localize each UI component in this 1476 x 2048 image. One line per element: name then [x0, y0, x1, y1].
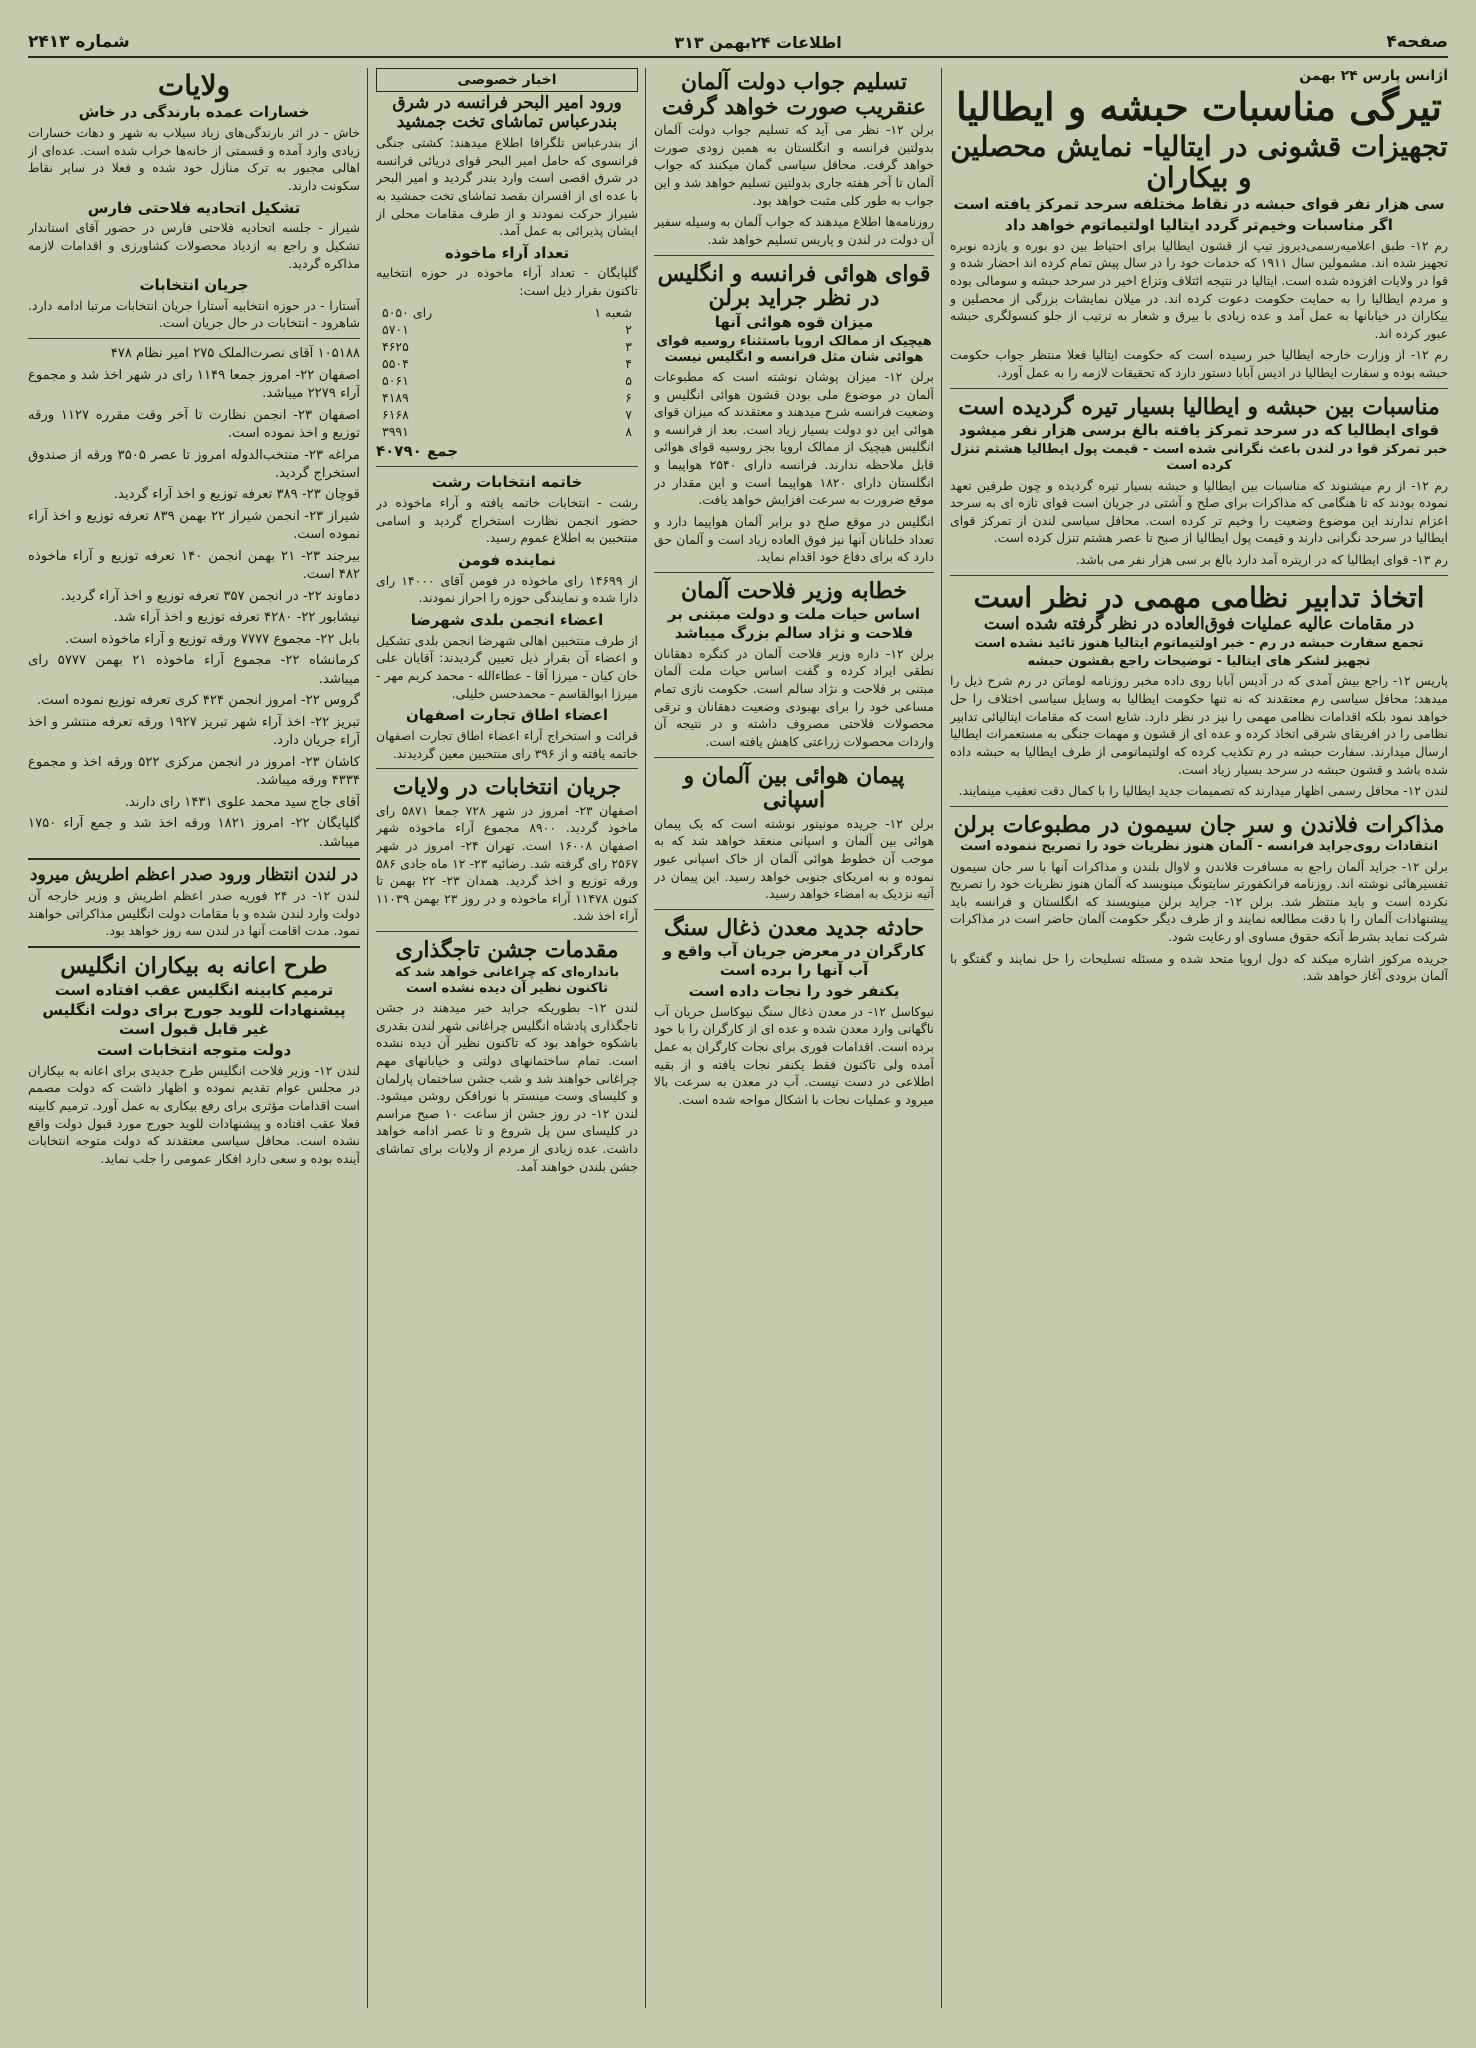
divider	[654, 572, 934, 573]
divider	[28, 858, 360, 860]
headline-flandin-simon: مذاکرات فلاندن و سر جان سیمون در مطبوعات برلن	[953, 811, 1445, 838]
subhead-elections: جریان انتخابات	[139, 276, 249, 295]
section-label: اخبار خصوصی	[376, 68, 638, 92]
vote-branch: ۵	[625, 372, 632, 388]
list-item: دماوند ۲۲- در انجمن ۳۵۷ تعرفه توزیع و اخذ آراء گردید.	[60, 588, 360, 604]
subhead-30000: قوای ایطالیا که در سرحد تمرکز یافته بالغ برسی هزار نفر میشود	[958, 421, 1440, 440]
headline-austria-chancellor: در لندن انتظار ورود صدر اعظم اطریش میرود	[29, 865, 359, 886]
vote-count: ۴۶۲۵	[382, 338, 409, 354]
vote-branch: ۲	[625, 321, 632, 337]
deck-troops: سی هزار نفر قوای حبشه در نقاط مختلفه سرحد تمرکز یافته است	[953, 195, 1445, 214]
list-item: اصفهان ۲۳- انجمن نظارت تا آخر وقت مقرره ۱۱۲۷ ورقه توزیع و اخذ نموده است.	[28, 407, 360, 442]
vote-branch: ۸	[625, 423, 632, 439]
subhead-illumination: بانداره‌ای که چراغانی خواهد شد که تاکنون نظیر آن دیده نشده است	[394, 964, 620, 996]
article-body: از ۱۴۶۹۹ رای ماخوذه در فومن آقای ۱۴۰۰۰ رای دارا شده و نمایندگی حوزه را احراز نمودند.	[376, 572, 638, 606]
divider	[950, 575, 1448, 576]
vote-count: ۳۹۹۱	[382, 423, 409, 439]
article-body: رشت - انتخابات خاتمه یافته و آراء ماخوذه در حضور انجمن نظارت استخراج گردید و اسامی منتخبین به اطلاع عموم رسید.	[376, 495, 638, 546]
article-body: لندن ۱۲- بطوریکه جراید خبر میدهند در جشن تاجگذاری پادشاه انگلیس چراغانی شهر لندن بقدری باشکوه خواهد بود که تاکنون نظیر آن دیده نشده است. تمام ساختمانهای دولتی و خیابانهای مهم چراغانی خواهند شد و شب جشن ساختمان پارلمان و کلیسای وست مینستر با نورافکن روشن میشود. لندن ۱۲- در روز جشن از ساعت ۱۰ صبح مراسم در کلیسای سن پل شروع و تا عصر ادامه خواهد داشت. عده زیادی از مردم از ولایات برای تماشای جشن بلندن خواهند آمد.	[376, 1000, 638, 1174]
subhead-fuman: نماینده فومن	[458, 551, 556, 570]
subhead-vote-count: تعداد آراء ماخوذه	[444, 243, 570, 262]
headline-coronation: مقدمات جشن تاجگذاری	[395, 937, 619, 964]
headline-mine-accident: حادثه جدید معدن ذغال سنگ	[663, 914, 925, 941]
subhead-rasht: خاتمه انتخابات رشت	[431, 473, 583, 492]
headline-ethiopia-italy: تیرگی مناسبات حبشه و ایطالیا	[956, 84, 1442, 129]
subhead-isfahan-chamber: اعضاء اطاق تجارت اصفهان	[405, 706, 608, 725]
subhead-agriculture: اساس حیات ملت و دولت مبتنی بر فلاحت و نژاد سالم بزرگ میباشد	[667, 605, 921, 643]
deck-embassy: تجمع سفارت حبشه در رم - خبر اولتیماتوم ایتالیا هنوز تائید نشده است	[974, 635, 1424, 651]
article-body: شیراز - جلسه اتحادیه فلاحتی فارس در حضور آقای استاندار تشکیل و راجع به ازدیاد محصولات کشاورزی و اقدامات لازمه مذاکره گردید.	[28, 220, 360, 271]
headline-agriculture-minister: خطابه وزیر فلاحت آلمان	[681, 577, 907, 604]
column-rule	[645, 68, 646, 2008]
newspaper-page	[28, 28, 1448, 2018]
column-provinces	[28, 68, 360, 2008]
vote-row	[376, 389, 638, 406]
headline-air-pact-spain: پیمان هوائی بین آلمان و اسپانی	[683, 762, 905, 814]
article-body: لندن ۱۲- محافل رسمی اظهار میدارند که تصمیمات جدید ایطالیا را با کمال دقت تعقیب مینمایند.	[958, 783, 1448, 799]
column-rule	[367, 68, 368, 2008]
headline-military-measures: اتخاذ تدابیر نظامی مهمی در نظر است	[973, 580, 1425, 614]
vote-row	[376, 321, 638, 338]
issue-number: شماره ۲۴۱۳	[28, 32, 130, 52]
vote-branch: ۷	[625, 406, 632, 422]
vote-count: ۴۱۸۹	[382, 389, 409, 405]
column-rule	[941, 68, 942, 2008]
subhead-lloyd-george: پیشنهادات للوید جورج برای دولت انگلیس غیر قابل قبول است	[42, 1001, 346, 1039]
vote-row	[376, 304, 638, 321]
column-private-news	[376, 68, 638, 2008]
headline-german-reply: تسلیم جواب دولت آلمان عنقریب صورت خواهد گرفت	[661, 69, 927, 120]
list-item: آقای جاج سید محمد علوی ۱۴۳۱ رای دارند.	[124, 794, 360, 810]
deck-one-saved: یکنفر خود را نجات داده است	[688, 981, 900, 1000]
subhead-workers-flood: کارگران در معرض جریان آب واقع و آب آنها را برده است	[662, 942, 926, 980]
subhead-extraordinary: در مقامات عالیه عملیات فوق‌العاده در نظر گرفته شده است	[983, 613, 1415, 634]
list-item: بابل ۲۲- مجموع ۷۷۷۷ ورقه توزیع و آراء ماخوذه است.	[65, 631, 360, 647]
subhead-french-press: انتقادات روی‌جراید فرانسه - آلمان هنوز نظریات خود را تصریح ننموده است	[959, 839, 1439, 855]
list-item: کاشان ۲۳- امروز در انجمن مرکزی ۵۲۲ ورقه اخذ و مجموع ۴۳۳۴ ورقه میباشد.	[28, 754, 360, 789]
article-body: برلن ۱۲- نظر می آید که تسلیم جواب دولت آلمان بدولتین فرانسه و انگلستان به همین زودی صورت خواهد گرفت. محافل سیاسی گمان میکنند که جواب آلمان تا آخر هفته جاری بدولتین تسلیم خواهد شد و این جواب به طور کلی مثبت خواهد بود.	[654, 122, 934, 208]
subhead-elections-uk: دولت متوجه انتخابات است	[96, 1040, 292, 1059]
vote-count: ۵۰۶۱	[382, 372, 409, 388]
article-body: جریده مرکوز اشاره میکند که دول اروپا متحد شده و مسئله تسلیحات را حل نمایند و گفتگو با آلمان بزودی آغاز خواهد شد.	[950, 950, 1448, 984]
article-body: خاش - در اثر بارندگی‌های زیاد سیلاب به شهر و دهات خسارات زیادی وارد آمده و قسمتی از خانه‌ها خراب شده است. عده‌ای از اهالی مجبور به ترک منازل خود شده و فعلا در سایر نقاط سکونت دارند.	[28, 125, 360, 193]
article-body: از طرف منتخبین اهالی شهرضا انجمن بلدی تشکیل و اعضاء آن بقرار ذیل تعیین گردیدند: آقایان علی خان کیان - میرزا آقا - عطاءالله - محمد کریم مهر - میرزا ابوالقاسم - محمدحسن خلیلی.	[376, 632, 638, 701]
vote-count: ۶۱۶۸	[382, 406, 409, 422]
divider	[376, 931, 638, 932]
divider	[654, 757, 934, 758]
vote-row	[376, 423, 638, 440]
headline-french-admiral: ورود امیر البحر فرانسه در شرق بندرعباس تماشای تخت جمشید	[392, 93, 622, 133]
article-body: پاریس ۱۲- راجع بیش آمدی که در آدیس آبابا روی داده مخبر روزنامه لوماتن در رم شرح ذیل را میدهد: محافل سیاسی رم معتقدند که نه تنها حکومت ایطالیا به وسایل سیاسی اختلاف را حل خواهد نمود بلکه اقدامات نظامی مهمی را نیز در نظر دارد. شایع است که مقامات ایتالیائی تدابیر نظامی را در افریقای شرقی اتخاذ کرده و عده ای از قشون و مهمات جنگی به مستعمرات ایطالیا ارسال میدارند. سفارت حبشه در رم تکذیب کرده که اولتیماتومی از طرف ایطالیا به حبشه داده شده باشد و قشون حبشه در سرحد بسیار زیاد است.	[950, 673, 1448, 777]
divider	[950, 806, 1448, 807]
article-body: رم ۱۲- طبق اعلامیه‌رسمی‌دیروز تیپ از قشون ایطالیا برای احتیاط بین دو بوره و یازده نوبره تجهیز شده اند. مشمولین سال ۱۹۱۱ که خدمات خود را در سال پیش تمام کرده اند احضار شده و قوا در ولایات افزوده شده است. ایتالیا در نتیجه ائتلاف وتزاع اخیر در سرحد حبشه و سومالی بوده و مردم ایطالیا را به حمایت حکومت دعوت کرده اند. در میلان نمایشات بزرگی از محصلین و بیکاران در خیابانها به عمل آمد و عده زیادی با بیرق و شعار به ترتیب از جلو کنسولگری حبشه عبور کرده اند.	[950, 237, 1448, 341]
list-item: مراغه ۲۳- منتخب‌الدوله امروز تا عصر ۳۵۰۵ ورقه از صندوق استخراج گردید.	[28, 447, 360, 481]
article-body: برلن ۱۲- جراید آلمان راجع به مسافرت فلاندن و لاوال بلندن و مذاکرات آنها با سر جان سیمون تفسیرهائی نوشته اند. روزنامه فرانکفورتر سایتونگ مینویسد که آلمان هنوز نظریات خود را تصریح نکرده است و باید منتظر شد. برلن ۱۲- جراید برلن مینویسند که انگلستان و فرانسه باید پیشنهادات آلمان را با دقت مطالعه نمایند و از طرف دیگر حکومت آلمان حاضر است در مذاکرات شرکت نماید بشرط آنکه حقوق مساوی او رعایت شود.	[950, 858, 1448, 945]
vote-branch: شعبه ۱	[594, 304, 632, 320]
list-item: نیشابور ۲۲- ۴۲۸۰ تعرفه توزیع و اخذ آراء شد.	[113, 610, 360, 626]
dateline-agency: آژانس پارس ۲۴ بهمن	[1299, 68, 1448, 84]
vote-branch: ۳	[625, 338, 632, 354]
article-body: قرائت و استخراج آراء اعضاء اطاق تجارت اصفهان خاتمه یافته و از ۳۹۶ رای منتخبین معین گردیدند.	[376, 727, 638, 761]
article-body: لندن ۱۲- وزیر فلاحت انگلیس طرح جدیدی برای اعانه به بیکاران در مجلس عوام تقدیم نموده و اظهار داشت که دولت مصمم است اقدامات مؤثری برای رفع بیکاری به عمل آورد. ترمیم کابینه فعلا عقب افتاده و پیشنهادات للوید جورج مورد قبول دولت واقع نشده است. محافل سیاسی معتقدند که دولت متوجه انتخابات آینده بوده و سعی دارد افکار عمومی را جلب نماید.	[28, 1062, 360, 1166]
masthead-bar	[28, 28, 1448, 58]
vote-table	[376, 304, 638, 440]
article-body: برلن ۱۲- میزان پوشان نوشته است که مطبوعات آلمان در موضوع ملی بودن قشون هوائی انگلیس و وضعیت فرانسه شرح میدهند و معتقدند که میزان قوای هوائی این دو دولت بسیار زیاد است. بعد از فرانسه و انگلیس هیچیک از ممالک اروپا بجز روسیه قوای هوائی قابل ملاحظه ندارند. فرانسه دارای ۲۵۴۰ هواپیما و انگلستان دارای ۱۸۲۰ هواپیما است و این مقدار در موقع ضرورت به سرعت افزایش خواهد یافت.	[654, 369, 934, 508]
headline-unemployment: طرح اعانه به بیکاران انگلیس	[60, 953, 328, 980]
headline-provincial-elections: جریان انتخابات در ولایات	[392, 774, 622, 801]
vote-row	[376, 406, 638, 423]
election-results-list	[28, 345, 360, 852]
subhead-shahreza: اعضاء انجمن بلدی شهرضا	[410, 610, 604, 629]
vote-branch: ۶	[625, 389, 632, 405]
list-item: تبریز ۲۲- اخذ آراء شهر تبریز ۱۹۲۷ ورقه تعرفه منتشر و اخذ آراء جریان دارد.	[28, 714, 360, 749]
article-body: رم ۱۳- قوای ایطالیا که در اریتره آمد دارد بالغ بر سی هزار نفر می باشد.	[1075, 551, 1448, 567]
subhead-military-preparations: تجهیزات قشونی در ایتالیا- نمایش محصلین و بیکاران	[950, 129, 1448, 194]
divider	[654, 909, 934, 910]
vote-row	[376, 355, 638, 372]
article-body: نیوکاسل ۱۲- در معدن ذغال سنگ نیوکاسل جریان آب ناگهانی وارد معدن شده و عده ای از کارگران را با خود برده است. اقدامات فوری برای نجات کارگران به عمل آمده ولی تاکنون فقط یکنفر نجات یافته و از بقیه اطلاعی در دست نیست. آب در معدن به سرعت بالا میرود و عملیات نجات با اشکال مواجه شده است.	[654, 1003, 934, 1107]
list-item: گروس ۲۲- امروز انجمن ۴۲۴ کری تعرفه توزیع نموده است.	[36, 693, 360, 709]
article-body: برلن ۱۲- جریده مونیتور نوشته است که یک پیمان هوائی بین آلمان و اسپانی منعقد خواهد شد که به موجب آن خطوط هوائی آلمان از خاک اسپانی عبور نموده و به امریکای جنوبی خواهد رسید. این پیمان در آتیه نزدیک به امضاء خواهد رسید.	[654, 815, 934, 902]
subhead-air-power: میزان قوه هوائی آنها	[714, 312, 874, 331]
paper-date: اطلاعات ۲۴بهمن ۳۱۳	[674, 32, 842, 52]
vote-row	[376, 338, 638, 355]
vote-count: ۵۰۵۰ رای	[382, 304, 433, 320]
vote-count: ۵۵۰۴	[382, 355, 409, 371]
article-body: انگلیس در موقع صلح دو برابر آلمان هواپیما دارد و تعداد خلبانان آنها نیز فوق العاده زیاد است و آلمان حق دارد که برای دفاع خود اقدام نماید.	[654, 513, 934, 565]
article-body: از بندرعباس تلگرافا اطلاع میدهند: کشتی جنگی فرانسوی که حامل امیر البحر قوای دریائی فرانسه در شرق اقصی است وارد بندر گردید و امیر البحر با عده ای از افسران بقصد تماشای تخت جمشید به شیراز حرکت نمودند و از طرف مقامات محلی از ایشان پذیرائی به عمل آمد.	[376, 135, 638, 239]
vote-count: ۵۷۰۱	[382, 321, 409, 337]
headline-provinces: ولایات	[157, 69, 231, 102]
column-germany	[654, 68, 934, 2008]
article-body: رم ۱۲- از وزارت خارجه ایطالیا خبر رسیده است که حکومت ایتالیا فعلا منتظر جواب حکومت حبشه بوده و سفارت ایطالیا در ادیس آبابا دستور دارد که تحقیقات لازمه را به عمل آورد.	[950, 347, 1448, 381]
article-body: رم ۱۲- از رم میشنوند که مناسبات بین ایطالیا و حبشه بسیار تیره گردیده و چون طرفین تعهد نموده بودند که تا هنگامی که مذاکرات برای صلح و آشتی در جریان است قوای تازه ای به سرحد اعزام ندارند این موضوع وضعیت را وخیم تر کرده است. محافل سیاسی لندن از تمرکز قوای ایطالیا در سرحد نگرانی دارند و قیمت پول ایطالیا از صبح تا عصر هشتم تنزل کرده است.	[950, 477, 1448, 546]
article-body: گلپایگان - تعداد آراء ماخوذه در حوزه انتخابیه تاکنون بقرار ذیل است:	[376, 265, 638, 299]
deck-troops-italy: تجهیز لشکر های ایتالیا - توضیحات راجع بقشون حبشه	[1027, 654, 1371, 670]
list-item: شیراز ۲۳- انجمن شیراز ۲۲ بهمن ۸۳۹ تعرفه توزیع و اخذ آراء نموده است.	[28, 508, 360, 543]
article-body: آستارا - در حوزه انتخابیه آستارا جریان انتخابات مرتبا ادامه دارد. شاهرود - انتخابات در حال جریان است.	[28, 297, 360, 331]
list-item: کرمانشاه ۲۲- مجموع آراء ماخوذه ۲۱ بهمن ۵۷۷۷ رای میباشد.	[28, 653, 360, 687]
article-body: برلن ۱۲- داره وزیر فلاحت آلمان در کنگره دهقانان نطقی ایراد کرده و گفت اساس حیات ملت آلمان مبتنی بر فلاحت و نژاد سالم است. حکومت نازی تمام مساعی خود را برای بهبودی وضعیت دهقانان و ترقی محصولات فلاحتی مصروف داشته و در نتیجه آن واردات محصولات زراعتی کاهش یافته است.	[654, 645, 934, 749]
vote-branch: ۴	[625, 355, 632, 371]
divider	[654, 255, 934, 256]
divider	[28, 946, 360, 948]
headline-relations-dark: مناسبات بین حبشه و ایطالیا بسیار تیره گردیده است	[958, 393, 1440, 420]
headline-air-forces: قوای هوائی فرانسه و انگلیس در نظر جراید برلن	[657, 260, 931, 312]
subhead-cabinet: ترمیم کابینه انگلیس عقب افتاده است	[54, 980, 334, 999]
column-main-news	[950, 68, 1448, 2008]
divider	[376, 768, 638, 769]
list-item: قوچان ۲۳- ۳۸۹ تعرفه توزیع و اخذ آراء گردید.	[113, 487, 360, 503]
article-body: لندن ۱۲- در ۲۴ فوریه صدر اعظم اطریش و وزیر خارجه آن دولت وارد لندن شده و با مقامات دولت انگلیس مذاکراتی خواهند نمود. مدت اقامت آنها در لندن سه روز خواهد بود.	[28, 888, 360, 939]
deck-europe-air: هیچیک از ممالک اروپا باستثناء روسیه قوای هوائی شان مثل فرانسه و انگلیس نیست	[656, 333, 932, 365]
list-item: بیرجند ۲۳- ۲۱ بهمن انجمن ۱۴۰ تعرفه توزیع و آراء ماخوذه ۴۸۲ است.	[28, 548, 360, 583]
list-item: گلپایگان ۲۲- امروز ۱۸۲۱ ورقه اخذ شد و جمع آراء ۱۷۵۰ میباشد.	[28, 816, 360, 850]
divider	[950, 388, 1448, 389]
vote-row	[376, 372, 638, 389]
deck-currency: خبر تمرکز قوا در لندن باعث نگرانی شده است - قیمت پول ایطالیا هشتم تنزل کرده است	[950, 442, 1448, 474]
page-number: صفحه۴	[1386, 32, 1448, 52]
subhead-fars-union: تشکیل اتحادیه فلاحتی فارس	[87, 198, 301, 217]
list-item: اصفهان ۲۲- امروز جمعا ۱۱۴۹ رای در شهر اخذ شد و مجموع آراء ۲۲۷۹ میباشد.	[28, 367, 360, 402]
article-body: روزنامه‌ها اطلاع میدهند که جواب آلمان به وسیله سفیر آن دولت در لندن و پاریس تسلیم خواهد شد.	[654, 214, 934, 247]
vote-total: جمع ۴۰۷۹۰	[376, 441, 459, 460]
divider	[376, 466, 638, 467]
deck-ultimatum: اگر مناسبات وخیم‌تر گردد ایتالیا اولتیماتوم خواهد داد	[1005, 216, 1393, 235]
article-body: اصفهان ۲۳- امروز در شهر ۷۲۸ جمعا ۵۸۷۱ رای ماخوذ گردید. ۸۹۰۰ مجموع آراء ماخوذه شهر اصفهان ۱۶۰۰۸ است. تهران ۲۴- امروز در شهر ۲۵۶۷ رای گرفته شد. رضائیه ۲۳- ۱۲ ماه جادی ۵۸۶ ورقه توزیع و اخذ گردید. همدان ۲۳- ۲۲ بهمن تا کنون ۱۱۴۷۸ آراء ماخوذه و در روز ۲۳ بهمن ۱۱۰۳۹ آراء اخذ شد.	[376, 802, 638, 924]
subhead-khash: خسارات عمده بارندگی در خاش	[78, 103, 310, 122]
divider	[28, 338, 360, 339]
list-item: ۱۰۵۱۸۸ آقای نصرت‌الملک ۲۷۵ امیر نظام ۴۷۸	[110, 346, 360, 362]
